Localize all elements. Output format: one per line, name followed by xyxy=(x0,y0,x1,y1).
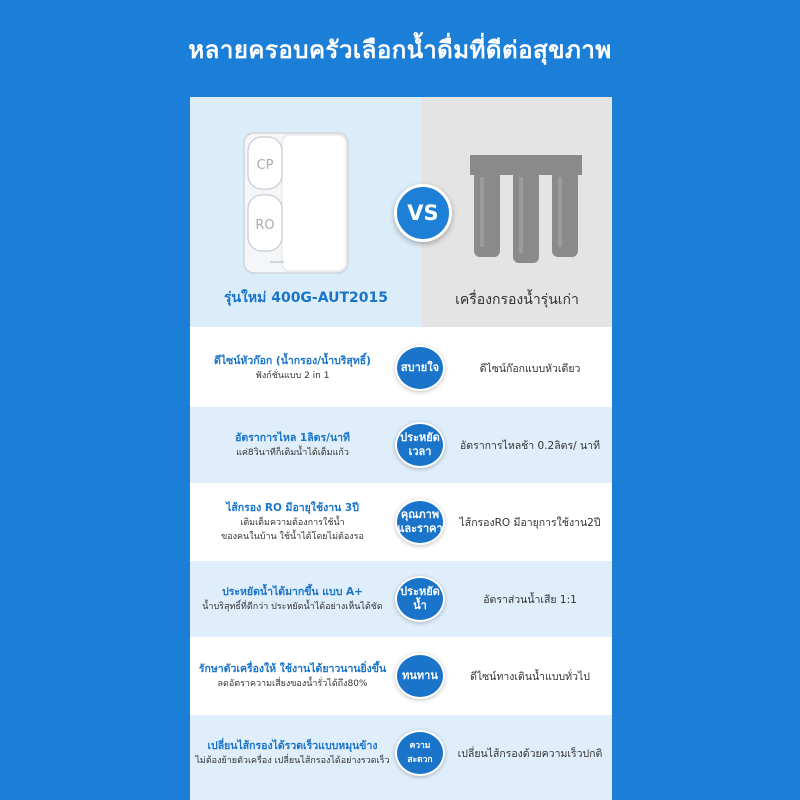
comparison-panel xyxy=(190,97,612,800)
benefit-badge: ทนทาน xyxy=(395,653,445,699)
new-feature-detail: ฟังก์ชั่นแบบ 2 in 1 xyxy=(255,370,330,381)
vs-badge: VS xyxy=(394,184,452,242)
old-feature: อัตราส่วนน้ำเสีย 1:1 xyxy=(483,593,577,606)
new-feature xyxy=(190,715,395,791)
ro-purifier-image xyxy=(240,127,352,277)
benefit-badge: ความสะดวก xyxy=(395,730,445,776)
new-feature-title: อัตราการไหล 1ลิตร/นาที xyxy=(235,431,350,444)
comparison-row xyxy=(190,484,612,560)
benefit-badge: ประหยัด น้ำ xyxy=(395,576,445,622)
old-feature: เปลี่ยนไส้กรองด้วยความเร็วปกติ xyxy=(457,747,603,760)
new-feature-title: รักษาตัวเครื่องให้ ใช้งานได้ยาวนานยิ่งขึ้น xyxy=(198,662,387,675)
new-feature-detail: ไม่ต้องย้ายตัวเครื่อง เปลี่ยนไส้กรองได้อย่างรวดเร็ว xyxy=(195,755,390,766)
new-feature-detail: น้ำบริสุทธิ์ที่ดีกว่า ประหยัดน้ำได้อย่างเห็นได้ชัด xyxy=(202,601,383,612)
cp-label: CP xyxy=(256,158,274,173)
hero-section xyxy=(190,97,612,327)
comparison-row xyxy=(190,715,612,791)
comparison-row xyxy=(190,407,612,483)
benefit-badge: คุณภาพ และราคา xyxy=(395,499,445,545)
new-feature xyxy=(190,561,395,637)
comparison-row xyxy=(190,330,612,406)
old-model-caption: เครื่องกรองน้ำรุ่นเก่า xyxy=(455,292,579,308)
page-title: หลายครอบครัวเลือกน้ำดื่มที่ดีต่อสุขภาพ xyxy=(188,36,612,64)
new-feature-title: ไส้กรอง RO มีอายุใช้งาน 3ปี xyxy=(226,501,359,514)
old-feature: ดีไซน์ก๊อกแบบหัวเดียว xyxy=(479,362,581,375)
new-feature-title: ดีไซน์หัวก๊อก (น้ำกรอง/น้ำบริสุทธิ์) xyxy=(214,354,371,367)
new-model-caption: รุ่นใหม่ 400G-AUT2015 xyxy=(223,290,389,306)
comparison-row xyxy=(190,561,612,637)
new-feature-detail: ลดอัตราความเสี่ยงของน้ำรั่วได้ถึง80% xyxy=(217,678,368,689)
old-feature: ไส้กรองRO มีอายุการใช้งาน2ปี xyxy=(459,516,601,529)
old-feature: ดีไซน์ทางเดินน้ำแบบทั่วไป xyxy=(470,670,590,683)
old-filter-icon xyxy=(470,155,582,265)
new-feature xyxy=(190,407,395,483)
new-feature-title: เปลี่ยนไส้กรองได้รวดเร็วแบบหมุนข้าง xyxy=(207,739,378,752)
new-feature-detail: แค่8วินาทีก็เติมน้ำได้เต็มแก้ว xyxy=(236,447,349,458)
new-feature xyxy=(190,638,395,714)
ro-label: RO xyxy=(255,218,275,233)
benefit-badge: ประหยัด เวลา xyxy=(395,422,445,468)
new-feature-title: ประหยัดน้ำได้มากขึ้น แบบ A+ xyxy=(222,585,363,598)
comparison-row xyxy=(190,638,612,714)
new-feature xyxy=(190,330,395,406)
new-feature-detail: เติมเต็มความต้องการใช้น้ำ ของคนในบ้าน ใช้น้ำได้โดยไม่ต้องรอ xyxy=(221,517,364,542)
benefit-badge: สบายใจ xyxy=(395,345,445,391)
bottom-strip xyxy=(190,790,612,800)
new-feature xyxy=(190,484,395,560)
old-feature: อัตราการไหลช้า 0.2ลิตร/ นาที xyxy=(459,439,600,452)
